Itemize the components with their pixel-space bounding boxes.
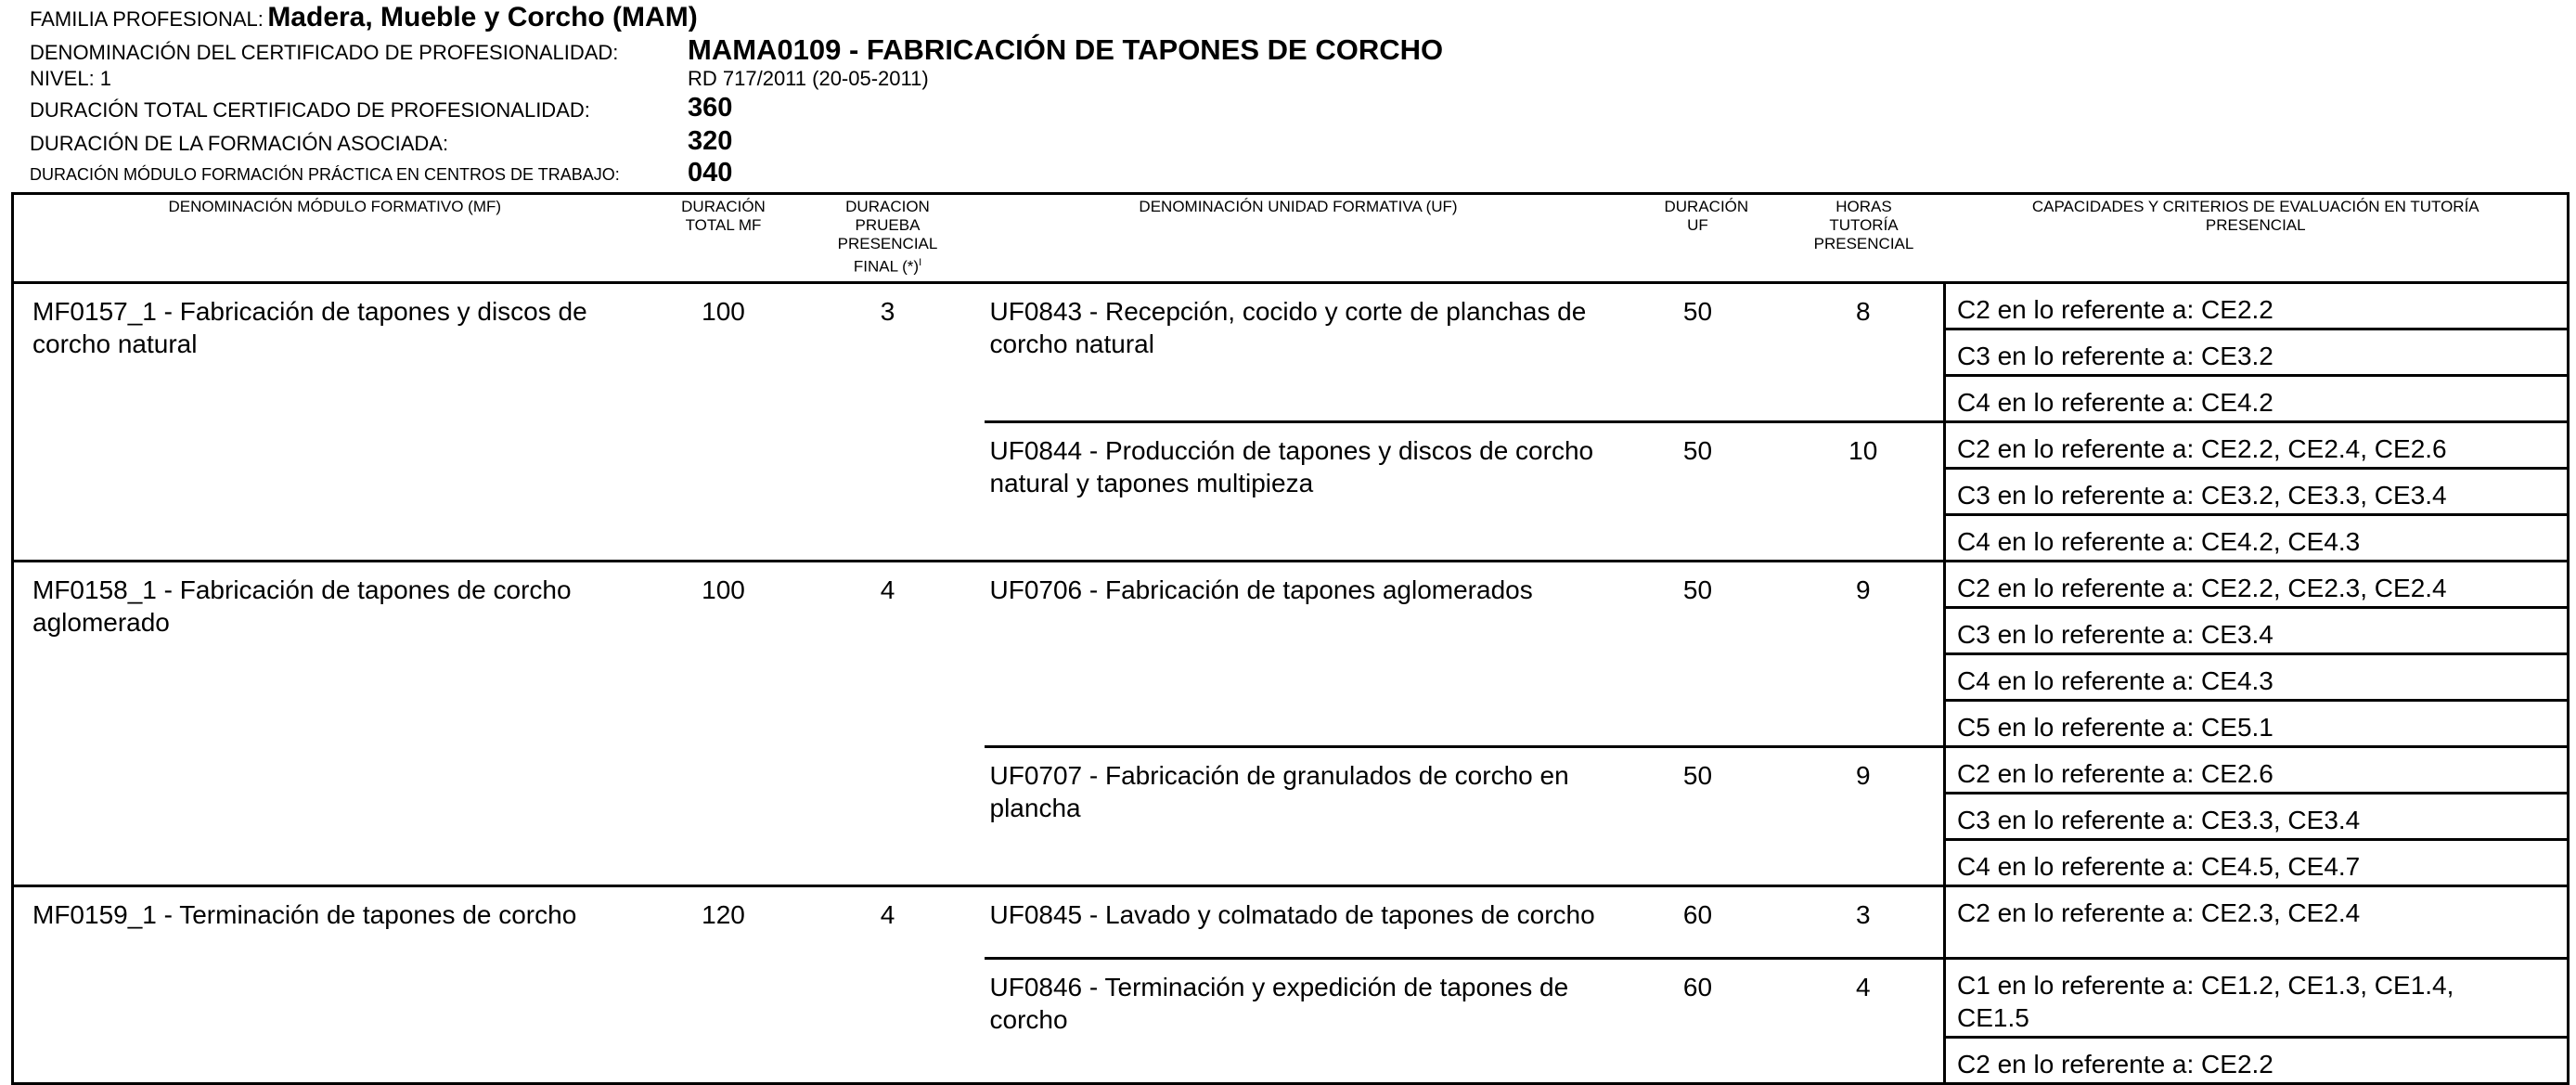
unit-duracion: 60 xyxy=(1613,886,1784,959)
unit-duracion: 60 xyxy=(1613,959,1784,1084)
unit-horas: 9 xyxy=(1784,747,1945,886)
unit-duracion: 50 xyxy=(1613,422,1784,562)
unit-name: UF0707 - Fabricación de granulados de corcho en plancha xyxy=(985,747,1613,886)
duracion-practica-label: DURACIÓN MÓDULO FORMACIÓN PRÁCTICA EN CENTROS DE TRABAJO: xyxy=(30,165,620,184)
unit-name: UF0706 - Fabricación de tapones aglomerados xyxy=(985,562,1613,747)
unit-name: UF0844 - Producción de tapones y discos de corcho natural y tapones multipieza xyxy=(985,422,1613,562)
col-header-duracion-mf-text: DURACIÓN TOTAL MF xyxy=(681,198,766,234)
capacidad-cell: C4 en lo referente a: CE4.3 xyxy=(1945,654,2569,701)
capacidad-cell: C2 en lo referente a: CE2.2 xyxy=(1945,283,2569,329)
duracion-formacion-value: 320 xyxy=(688,126,733,156)
col-header-horas xyxy=(1784,194,1945,283)
duracion-practica-value: 040 xyxy=(688,158,733,187)
module-duracion: 100 xyxy=(702,297,745,326)
familia-label: FAMILIA PROFESIONAL: xyxy=(30,7,264,31)
capacidad-cell: C5 en lo referente a: CE5.1 xyxy=(1945,701,2569,747)
capacidad-cell: C4 en lo referente a: CE4.5, CE4.7 xyxy=(1945,840,2569,886)
capacidad-cell: C2 en lo referente a: CE2.2 xyxy=(1945,1038,2569,1084)
unit-horas: 8 xyxy=(1855,297,1871,326)
table-row xyxy=(13,283,2569,329)
capacidad-cell: C2 en lo referente a: CE2.2, CE2.4, CE2.6 xyxy=(1945,422,2569,469)
capacidad-cell: C3 en lo referente a: CE3.2 xyxy=(1945,329,2569,376)
certificate-title: MAMA0109 - FABRICACIÓN DE TAPONES DE CORCHO xyxy=(688,33,1444,66)
capacidad-cell: C3 en lo referente a: CE3.3, CE3.4 xyxy=(1945,794,2569,840)
col-header-uf: DENOMINACIÓN UNIDAD FORMATIVA (UF) xyxy=(985,194,1613,283)
unit-horas: 4 xyxy=(1784,959,1945,1084)
module-name: MF0158_1 - Fabricación de tapones de corcho aglomerado xyxy=(13,562,656,886)
col-header-capacidades xyxy=(1945,194,2569,283)
capacidad-cell: C3 en lo referente a: CE3.2, CE3.3, CE3.4 xyxy=(1945,469,2569,515)
duracion-total-label: DURACIÓN TOTAL CERTIFICADO DE PROFESIONALIDAD: xyxy=(30,98,590,122)
module-name: MF0159_1 - Terminación de tapones de corcho xyxy=(13,886,656,1084)
module-name: MF0157_1 - Fabricación de tapones y discos de corcho natural xyxy=(32,297,587,358)
module-prueba: 4 xyxy=(792,562,985,886)
unit-horas: 3 xyxy=(1784,886,1945,959)
capacidad-cell: C2 en lo referente a: CE2.6 xyxy=(1945,747,2569,794)
nivel-label: NIVEL: 1 xyxy=(30,67,112,90)
familia-value: Madera, Mueble y Corcho (MAM) xyxy=(267,2,698,32)
col-header-duracion-uf-text: DURACIÓN UF xyxy=(1664,198,1749,234)
duracion-total-value: 360 xyxy=(688,93,733,123)
familia-line xyxy=(30,2,698,33)
unit-duracion: 50 xyxy=(1682,297,1713,326)
col-header-prueba-sup: I xyxy=(919,257,922,268)
col-header-prueba xyxy=(792,194,985,283)
module-duracion: 120 xyxy=(656,886,792,1084)
modules-table xyxy=(11,192,2570,1085)
unit-duracion: 50 xyxy=(1613,747,1784,886)
table-row xyxy=(13,886,2569,959)
capacidad-cell: C4 en lo referente a: CE4.2 xyxy=(1945,376,2569,422)
unit-name: UF0845 - Lavado y colmatado de tapones de corcho xyxy=(985,886,1613,959)
col-header-duracion-mf xyxy=(656,194,792,283)
module-prueba: 4 xyxy=(792,886,985,1084)
rd-reference: RD 717/2011 (20-05-2011) xyxy=(688,67,929,90)
table-row xyxy=(13,562,2569,608)
unit-name: UF0843 - Recepción, cocido y corte de planchas de corcho natural xyxy=(989,297,1587,358)
unit-horas: 10 xyxy=(1784,422,1945,562)
unit-duracion: 50 xyxy=(1613,562,1784,747)
col-header-duracion-uf xyxy=(1613,194,1784,283)
unit-horas: 9 xyxy=(1784,562,1945,747)
capacidad-cell: C3 en lo referente a: CE3.4 xyxy=(1945,608,2569,654)
col-header-mf: DENOMINACIÓN MÓDULO FORMATIVO (MF) xyxy=(13,194,656,283)
col-header-prueba-text: DURACION PRUEBA PRESENCIAL FINAL (*) xyxy=(837,198,938,276)
capacidad-cell: C1 en lo referente a: CE1.2, CE1.3, CE1.4, CE1.5 xyxy=(1945,959,2569,1038)
denominacion-label: DENOMINACIÓN DEL CERTIFICADO DE PROFESIONALIDAD: xyxy=(30,41,619,64)
module-prueba: 3 xyxy=(880,297,895,326)
unit-name: UF0846 - Terminación y expedición de tapones de corcho xyxy=(985,959,1613,1084)
table-header-row xyxy=(13,194,2569,283)
col-header-horas-text: HORAS TUTORÍA PRESENCIAL xyxy=(1813,198,1914,252)
capacidad-cell: C2 en lo referente a: CE2.3, CE2.4 xyxy=(1945,886,2569,959)
module-duracion: 100 xyxy=(656,562,792,886)
duracion-formacion-label: DURACIÓN DE LA FORMACIÓN ASOCIADA: xyxy=(30,132,449,155)
capacidad-cell: C2 en lo referente a: CE2.2, CE2.3, CE2.4 xyxy=(1945,562,2569,608)
capacidad-cell: C4 en lo referente a: CE4.2, CE4.3 xyxy=(1945,515,2569,562)
col-header-capacidades-text: CAPACIDADES Y CRITERIOS DE EVALUACIÓN EN TUTORÍA PRESENCIAL xyxy=(2031,198,2479,234)
